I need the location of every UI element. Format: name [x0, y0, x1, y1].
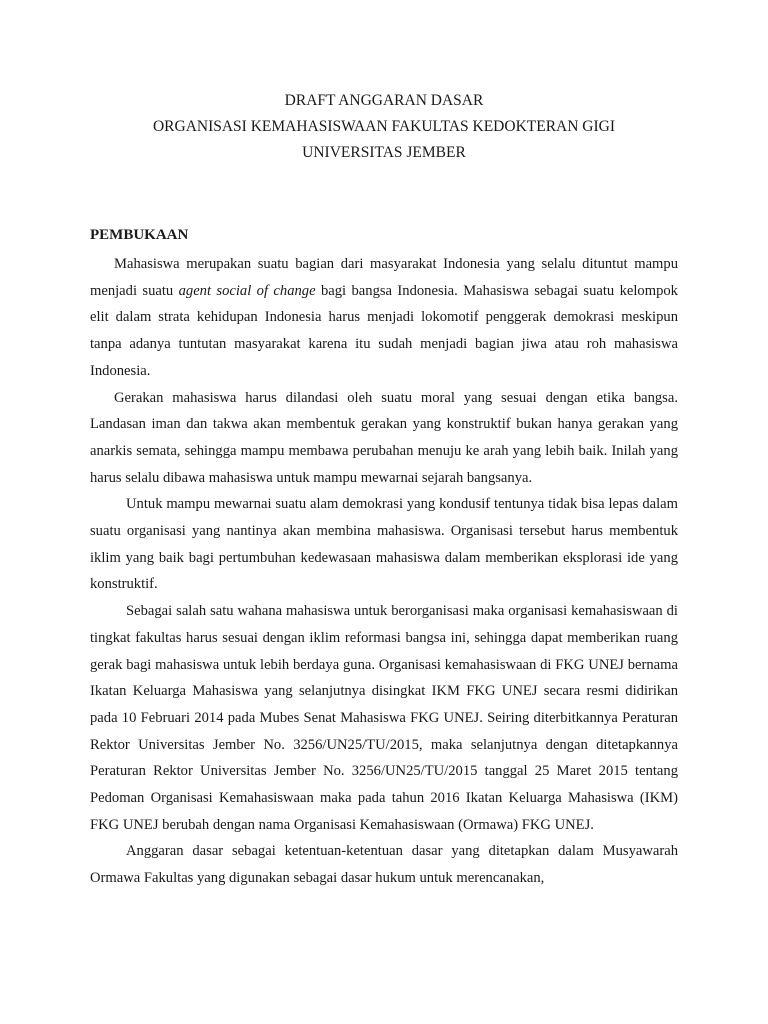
title-line-1: DRAFT ANGGARAN DASAR: [284, 92, 484, 109]
paragraph-1: [90, 251, 678, 385]
paragraph-4: Sebagai salah satu wahana mahasiswa untuk berorganisasi maka organisasi kemahasiswaan di tingkat fakultas harus sesuai dengan iklim reformasi bangsa ini, sehingga dapat memberikan ruang gerak bagi mahasiswa untuk lebih berdaya guna. Organisasi kemahasiswaan di FKG UNEJ bernama Ikatan Keluarga Mahasiswa yang selanjutnya disingkat IKM FKG UNEJ secara resmi didirikan pada 10 Februari 2014 pada Mubes Senat Mahasiswa FKG UNEJ. Seiring diterbitkannya Peraturan Rektor Universitas Jember No. 3256/UN25/TU/2015, maka selanjutnya dengan ditetapkannya Peraturan Rektor Universitas Jember No. 3256/UN25/TU/2015 tanggal 25 Maret 2015 tentang Pedoman Organisasi Kemahasiswaan maka pada tahun 2016 Ikatan Keluarga Mahasiswa (IKM) FKG UNEJ berubah dengan nama Organisasi Kemahasiswaan (Ormawa) FKG UNEJ.: [90, 603, 678, 833]
paragraph-1-italic-phrase: agent social of change: [178, 282, 316, 299]
document-title: [90, 88, 678, 166]
paragraph-3: Untuk mampu mewarnai suatu alam demokrasi yang kondusif tentunya tidak bisa lepas dalam suatu organisasi yang nantinya akan membina mahasiswa. Organisasi tersebut harus membentuk iklim yang baik bagi pertumbuhan kedewasaan mahasiswa dalam memberikan eksplorasi ide yang konstruktif.: [90, 496, 678, 593]
title-line-3: UNIVERSITAS JEMBER: [302, 144, 466, 161]
title-line-2: ORGANISASI KEMAHASISWAAN FAKULTAS KEDOKTERAN GIGI: [152, 118, 616, 135]
paragraph-2: Gerakan mahasiswa harus dilandasi oleh suatu moral yang sesuai dengan etika bangsa. Landasan iman dan takwa akan membentuk gerakan yang konstruktif bukan hanya gerakan yang anarkis semata, sehingga mampu membawa perubahan menuju ke arah yang lebih baik. Inilah yang harus selalu dibawa mahasiswa untuk mampu mewarnai sejarah bangsanya.: [90, 389, 678, 486]
paragraph-5: Anggaran dasar sebagai ketentuan-ketentuan dasar yang ditetapkan dalam Musyawarah Ormawa Fakultas yang digunakan sebagai dasar hukum untuk merencanakan,: [90, 843, 678, 887]
document-page: [90, 88, 678, 887]
paragraph-1-text-before: Mahasiswa merupakan suatu bagian dari masyarakat Indonesia yang selalu dituntut mampu menjadi suatu: [90, 256, 678, 299]
section-heading-pembukaan: PEMBUKAAN: [90, 227, 189, 243]
document-body: [90, 251, 678, 892]
paragraph-1-text-after: bagi bangsa Indonesia. Mahasiswa sebagai suatu kelompok elit dalam strata kehidupan Indonesia harus menjadi lokomotif penggerak demokrasi meskipun tanpa adanya tuntutan masyarakat karena itu sudah menjadi bagian jiwa atau roh mahasiswa Indonesia.: [90, 282, 678, 379]
